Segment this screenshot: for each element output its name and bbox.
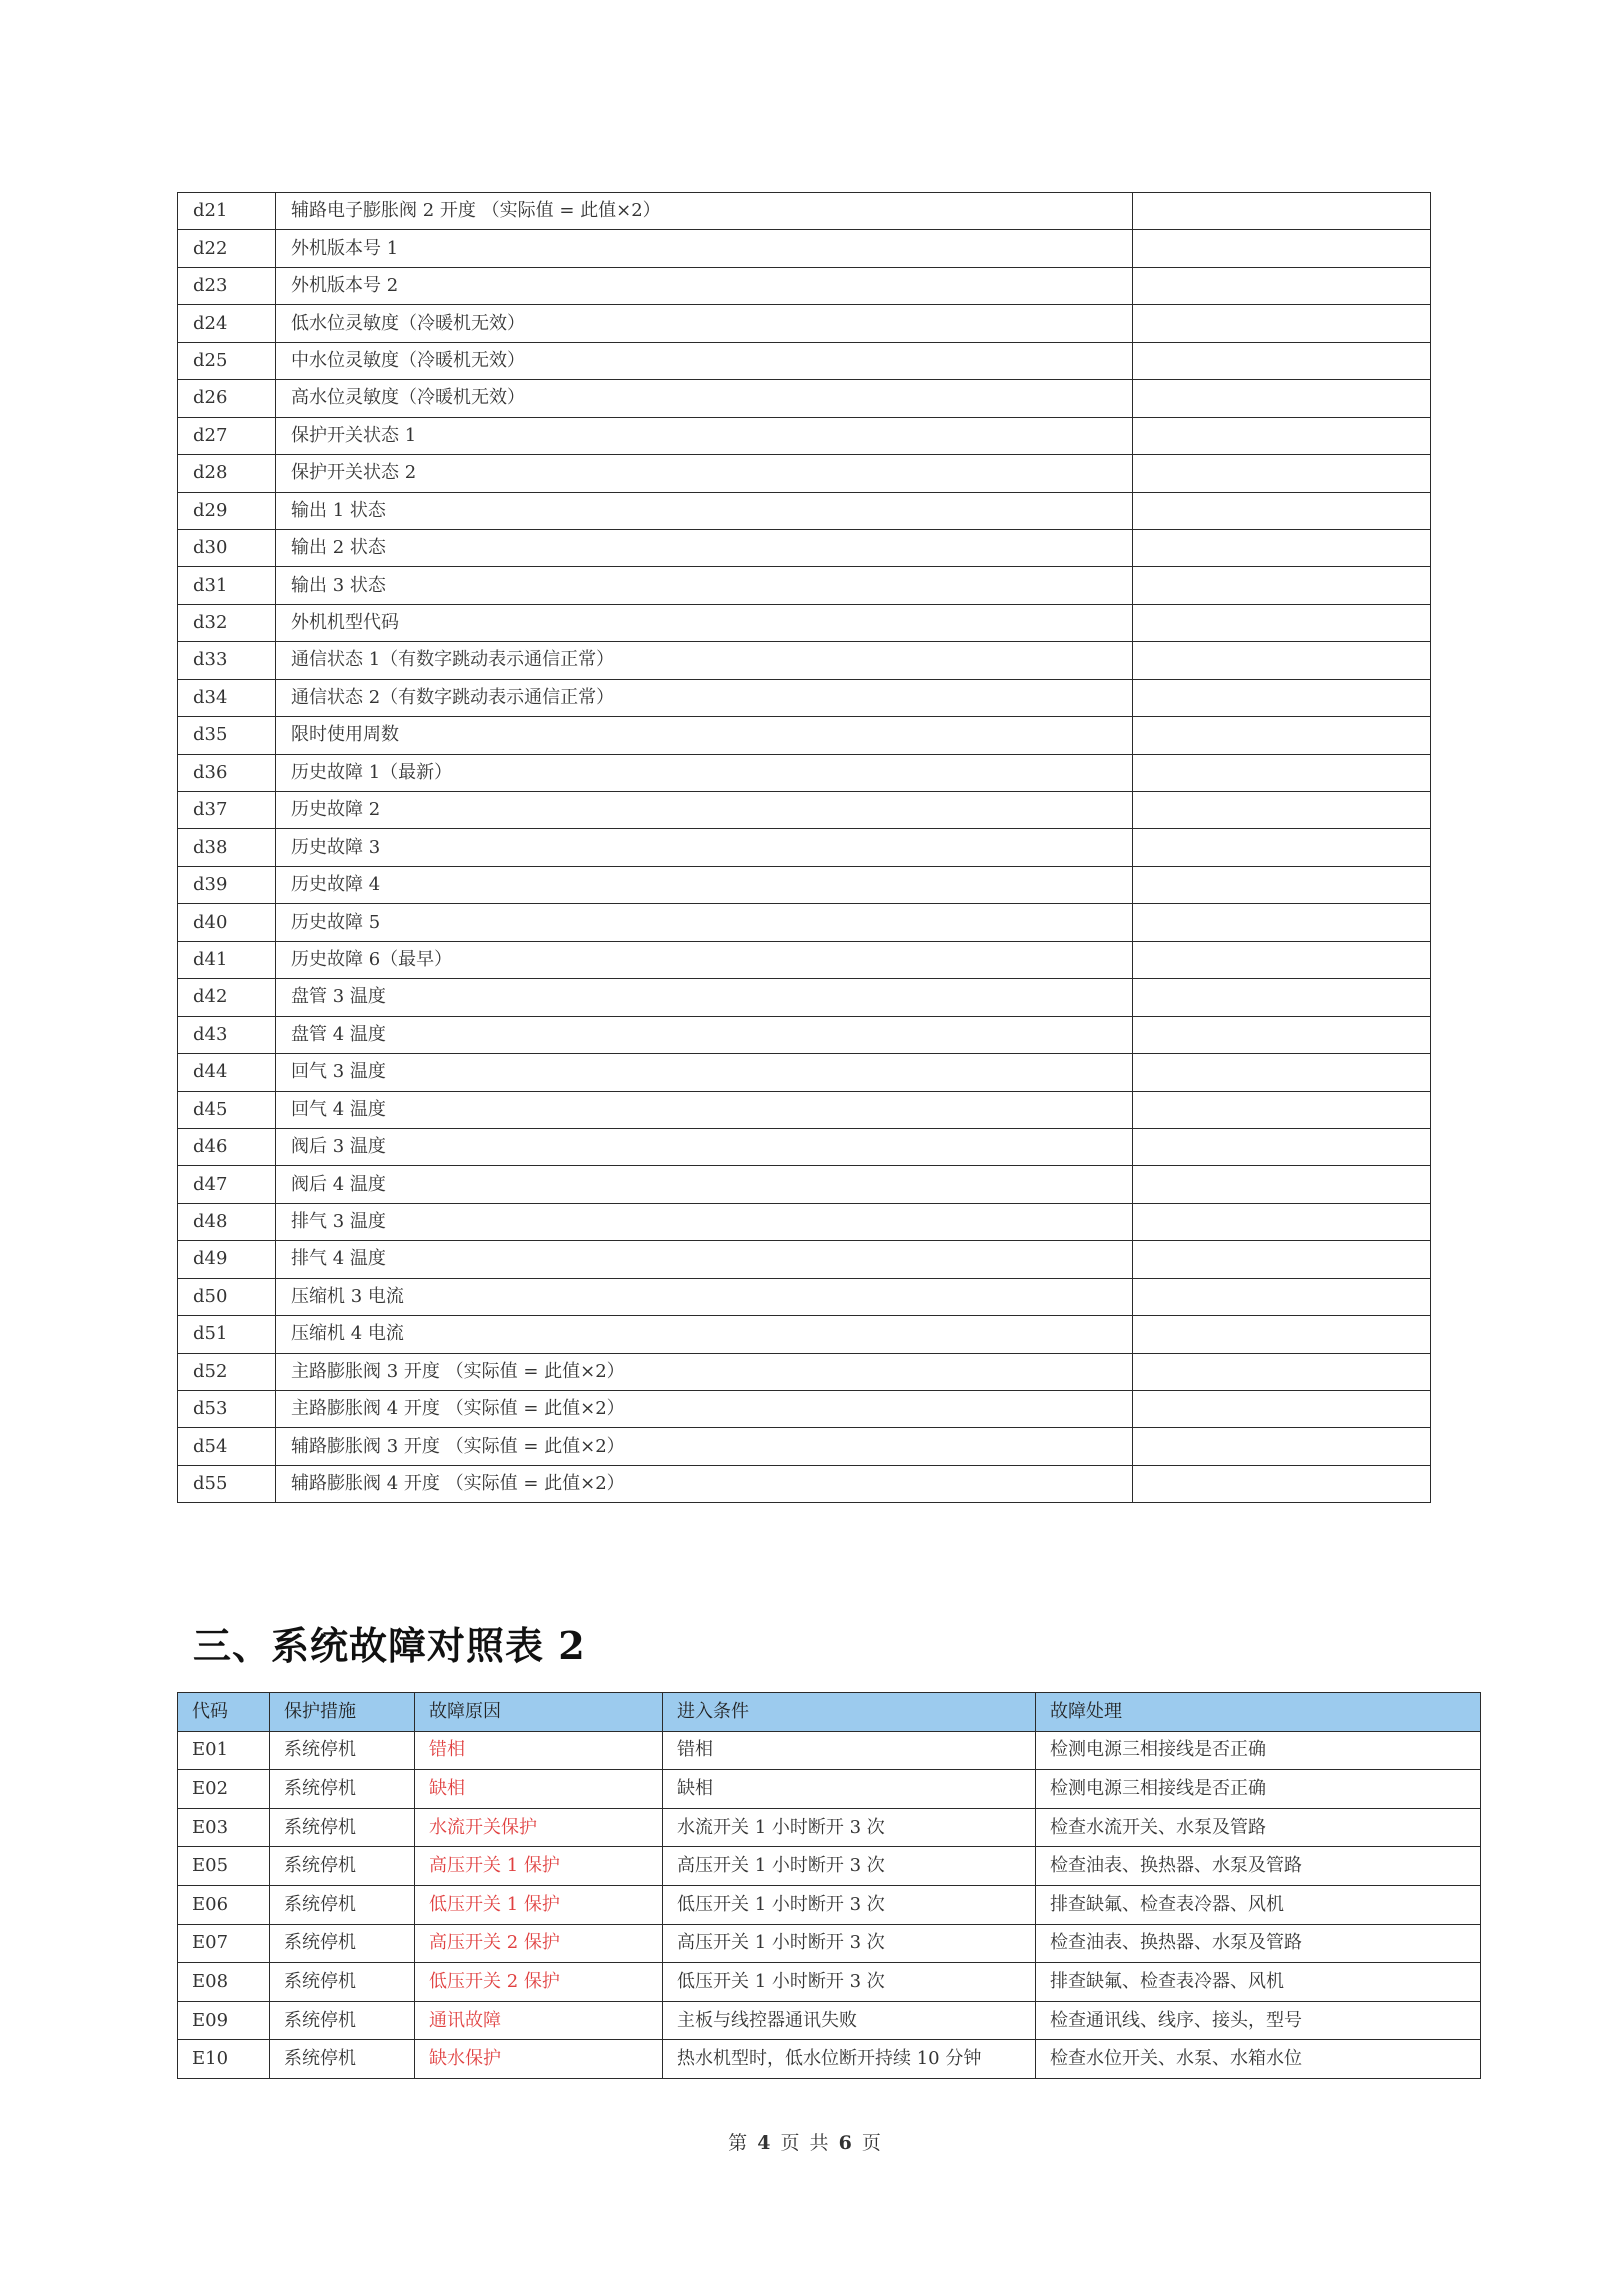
fault-condition-cell: 主板与线控器通讯失败 [663,2001,1036,2040]
param-code-cell: d25 [178,342,276,379]
table-row [178,642,1431,679]
param-desc-cell: 外机版本号 2 [276,267,1133,304]
table-row [178,717,1431,754]
param-desc-cell: 盘管 4 温度 [276,1016,1133,1053]
param-value-cell [1133,529,1431,566]
param-desc-cell: 中水位灵敏度（冷暖机无效） [276,342,1133,379]
table-row [178,1391,1431,1428]
param-code-cell: d21 [178,193,276,230]
fault-table-body [178,1731,1481,2078]
param-value-cell [1133,1128,1431,1165]
table-row [178,2040,1481,2079]
param-code-cell: d33 [178,642,276,679]
param-desc-cell: 阀后 3 温度 [276,1128,1133,1165]
param-code-cell: d22 [178,230,276,267]
param-code-cell: d23 [178,267,276,304]
param-code-cell: d27 [178,417,276,454]
fault-action-cell: 系统停机 [270,1808,415,1847]
parameter-table-body [178,193,1431,1503]
param-value-cell [1133,1203,1431,1240]
param-desc-cell: 阀后 4 温度 [276,1166,1133,1203]
table-row [178,792,1431,829]
fault-handling-cell: 检查水流开关、水泵及管路 [1036,1808,1481,1847]
fault-cause-cell: 错相 [415,1731,663,1770]
param-value-cell [1133,1241,1431,1278]
table-row [178,1203,1431,1240]
table-row [178,567,1431,604]
footer-suffix: 页 [861,2132,883,2154]
param-code-cell: d37 [178,792,276,829]
fault-condition-cell: 缺相 [663,1770,1036,1809]
param-value-cell [1133,829,1431,866]
fault-code-cell: E03 [178,1808,270,1847]
table-row [178,1316,1431,1353]
fault-handling-cell: 检查通讯线、线序、接头，型号 [1036,2001,1481,2040]
fault-code-cell: E09 [178,2001,270,2040]
page-footer [0,2128,1611,2155]
param-value-cell [1133,305,1431,342]
param-desc-cell: 压缩机 3 电流 [276,1278,1133,1315]
fault-condition-cell: 热水机型时，低水位断开持续 10 分钟 [663,2040,1036,2079]
param-value-cell [1133,380,1431,417]
param-value-cell [1133,567,1431,604]
table-row [178,904,1431,941]
table-row [178,1353,1431,1390]
param-code-cell: d40 [178,904,276,941]
fault-cause-cell: 低压开关 1 保护 [415,1885,663,1924]
fault-handling-cell: 排查缺氟、检查表冷器、风机 [1036,1963,1481,2002]
param-value-cell [1133,1091,1431,1128]
fault-cause-cell: 低压开关 2 保护 [415,1963,663,2002]
fault-condition-cell: 水流开关 1 小时断开 3 次 [663,1808,1036,1847]
param-value-cell [1133,492,1431,529]
fault-table [177,1692,1481,2079]
param-value-cell [1133,1054,1431,1091]
fault-table-head [178,1693,1481,1732]
table-row [178,1770,1481,1809]
table-row [178,529,1431,566]
table-row [178,604,1431,641]
table-row [178,1808,1481,1847]
param-code-cell: d24 [178,305,276,342]
table-row [178,455,1431,492]
table-row [178,1963,1481,2002]
param-value-cell [1133,1391,1431,1428]
table-row [178,230,1431,267]
param-code-cell: d31 [178,567,276,604]
table-row [178,1054,1431,1091]
param-desc-cell: 历史故障 3 [276,829,1133,866]
param-code-cell: d49 [178,1241,276,1278]
param-code-cell: d43 [178,1016,276,1053]
param-code-cell: d34 [178,679,276,716]
table-row [178,1091,1431,1128]
fault-handling-cell: 检测电源三相接线是否正确 [1036,1770,1481,1809]
table-row [178,1278,1431,1315]
param-value-cell [1133,604,1431,641]
fault-condition-cell: 高压开关 1 小时断开 3 次 [663,1847,1036,1886]
param-desc-cell: 回气 3 温度 [276,1054,1133,1091]
fault-code-cell: E01 [178,1731,270,1770]
fault-handling-cell: 检查水位开关、水泵、水箱水位 [1036,2040,1481,2079]
param-code-cell: d38 [178,829,276,866]
param-code-cell: d28 [178,455,276,492]
param-code-cell: d39 [178,866,276,903]
param-value-cell [1133,904,1431,941]
param-desc-cell: 历史故障 6（最早） [276,941,1133,978]
table-row [178,380,1431,417]
param-code-cell: d44 [178,1054,276,1091]
param-value-cell [1133,792,1431,829]
fault-code-cell: E10 [178,2040,270,2079]
param-code-cell: d55 [178,1465,276,1502]
footer-prefix: 第 [728,2132,750,2154]
table-row [178,492,1431,529]
param-code-cell: d47 [178,1166,276,1203]
param-desc-cell: 回气 4 温度 [276,1091,1133,1128]
fault-handling-cell: 检查油表、换热器、水泵及管路 [1036,1847,1481,1886]
fault-action-cell: 系统停机 [270,1770,415,1809]
parameter-table [177,192,1431,1503]
footer-middle: 页 共 [780,2132,831,2154]
table-row [178,679,1431,716]
fault-code-cell: E06 [178,1885,270,1924]
fault-condition-cell: 高压开关 1 小时断开 3 次 [663,1924,1036,1963]
param-desc-cell: 保护开关状态 2 [276,455,1133,492]
param-desc-cell: 历史故障 4 [276,866,1133,903]
header-action: 保护措施 [270,1693,415,1732]
table-row [178,1731,1481,1770]
fault-action-cell: 系统停机 [270,2001,415,2040]
table-row [178,1885,1481,1924]
fault-action-cell: 系统停机 [270,1963,415,2002]
fault-handling-cell: 检查油表、换热器、水泵及管路 [1036,1924,1481,1963]
fault-cause-cell: 水流开关保护 [415,1808,663,1847]
fault-cause-cell: 缺相 [415,1770,663,1809]
table-row [178,1924,1481,1963]
footer-total-pages: 6 [838,2132,854,2154]
param-code-cell: d26 [178,380,276,417]
fault-condition-cell: 低压开关 1 小时断开 3 次 [663,1885,1036,1924]
param-desc-cell: 历史故障 1（最新） [276,754,1133,791]
param-value-cell [1133,417,1431,454]
param-value-cell [1133,455,1431,492]
param-desc-cell: 辅路膨胀阀 4 开度 （实际值 = 此值×2） [276,1465,1133,1502]
param-value-cell [1133,1316,1431,1353]
table-row [178,1016,1431,1053]
param-code-cell: d51 [178,1316,276,1353]
param-desc-cell: 辅路电子膨胀阀 2 开度 （实际值 = 此值×2） [276,193,1133,230]
param-desc-cell: 辅路膨胀阀 3 开度 （实际值 = 此值×2） [276,1428,1133,1465]
fault-cause-cell: 通讯故障 [415,2001,663,2040]
param-value-cell [1133,230,1431,267]
fault-handling-cell: 检测电源三相接线是否正确 [1036,1731,1481,1770]
fault-condition-cell: 错相 [663,1731,1036,1770]
param-value-cell [1133,1166,1431,1203]
param-value-cell [1133,1278,1431,1315]
header-code: 代码 [178,1693,270,1732]
param-desc-cell: 主路膨胀阀 3 开度 （实际值 = 此值×2） [276,1353,1133,1390]
table-row [178,979,1431,1016]
fault-action-cell: 系统停机 [270,1885,415,1924]
param-value-cell [1133,679,1431,716]
table-row [178,417,1431,454]
fault-action-cell: 系统停机 [270,2040,415,2079]
fault-action-cell: 系统停机 [270,1847,415,1886]
param-code-cell: d32 [178,604,276,641]
fault-table-header-row [178,1693,1481,1732]
param-desc-cell: 输出 2 状态 [276,529,1133,566]
param-desc-cell: 高水位灵敏度（冷暖机无效） [276,380,1133,417]
param-desc-cell: 通信状态 1（有数字跳动表示通信正常） [276,642,1133,679]
table-row [178,305,1431,342]
fault-cause-cell: 高压开关 2 保护 [415,1924,663,1963]
param-desc-cell: 盘管 3 温度 [276,979,1133,1016]
param-desc-cell: 限时使用周数 [276,717,1133,754]
param-desc-cell: 外机版本号 1 [276,230,1133,267]
table-row [178,342,1431,379]
param-value-cell [1133,979,1431,1016]
param-code-cell: d46 [178,1128,276,1165]
header-handling: 故障处理 [1036,1693,1481,1732]
table-row [178,193,1431,230]
fault-code-cell: E05 [178,1847,270,1886]
param-value-cell [1133,642,1431,679]
fault-code-cell: E07 [178,1924,270,1963]
table-row [178,1241,1431,1278]
section-title: 三、系统故障对照表 2 [193,1623,586,1668]
fault-code-cell: E02 [178,1770,270,1809]
param-value-cell [1133,1465,1431,1502]
param-desc-cell: 历史故障 2 [276,792,1133,829]
footer-current-page: 4 [757,2132,773,2154]
table-row [178,267,1431,304]
fault-action-cell: 系统停机 [270,1731,415,1770]
param-code-cell: d48 [178,1203,276,1240]
param-code-cell: d30 [178,529,276,566]
fault-condition-cell: 低压开关 1 小时断开 3 次 [663,1963,1036,2002]
table-row [178,1166,1431,1203]
param-desc-cell: 主路膨胀阀 4 开度 （实际值 = 此值×2） [276,1391,1133,1428]
fault-cause-cell: 缺水保护 [415,2040,663,2079]
param-value-cell [1133,342,1431,379]
table-row [178,829,1431,866]
table-row [178,1847,1481,1886]
param-code-cell: d35 [178,717,276,754]
param-value-cell [1133,1428,1431,1465]
fault-code-cell: E08 [178,1963,270,2002]
param-code-cell: d45 [178,1091,276,1128]
param-code-cell: d50 [178,1278,276,1315]
param-value-cell [1133,754,1431,791]
param-code-cell: d54 [178,1428,276,1465]
param-code-cell: d29 [178,492,276,529]
table-row [178,1465,1431,1502]
param-desc-cell: 通信状态 2（有数字跳动表示通信正常） [276,679,1133,716]
table-row [178,866,1431,903]
param-value-cell [1133,941,1431,978]
table-row [178,941,1431,978]
param-desc-cell: 排气 4 温度 [276,1241,1133,1278]
param-code-cell: d41 [178,941,276,978]
param-code-cell: d36 [178,754,276,791]
param-desc-cell: 排气 3 温度 [276,1203,1133,1240]
param-desc-cell: 历史故障 5 [276,904,1133,941]
param-value-cell [1133,1353,1431,1390]
fault-cause-cell: 高压开关 1 保护 [415,1847,663,1886]
param-desc-cell: 外机机型代码 [276,604,1133,641]
table-row [178,754,1431,791]
param-value-cell [1133,1016,1431,1053]
param-value-cell [1133,866,1431,903]
param-desc-cell: 低水位灵敏度（冷暖机无效） [276,305,1133,342]
table-row [178,1128,1431,1165]
table-row [178,2001,1481,2040]
param-desc-cell: 压缩机 4 电流 [276,1316,1133,1353]
param-code-cell: d53 [178,1391,276,1428]
param-desc-cell: 输出 1 状态 [276,492,1133,529]
param-value-cell [1133,267,1431,304]
fault-handling-cell: 排查缺氟、检查表冷器、风机 [1036,1885,1481,1924]
param-desc-cell: 输出 3 状态 [276,567,1133,604]
param-code-cell: d42 [178,979,276,1016]
param-value-cell [1133,717,1431,754]
param-value-cell [1133,193,1431,230]
header-condition: 进入条件 [663,1693,1036,1732]
table-row [178,1428,1431,1465]
header-cause: 故障原因 [415,1693,663,1732]
param-code-cell: d52 [178,1353,276,1390]
param-desc-cell: 保护开关状态 1 [276,417,1133,454]
fault-action-cell: 系统停机 [270,1924,415,1963]
